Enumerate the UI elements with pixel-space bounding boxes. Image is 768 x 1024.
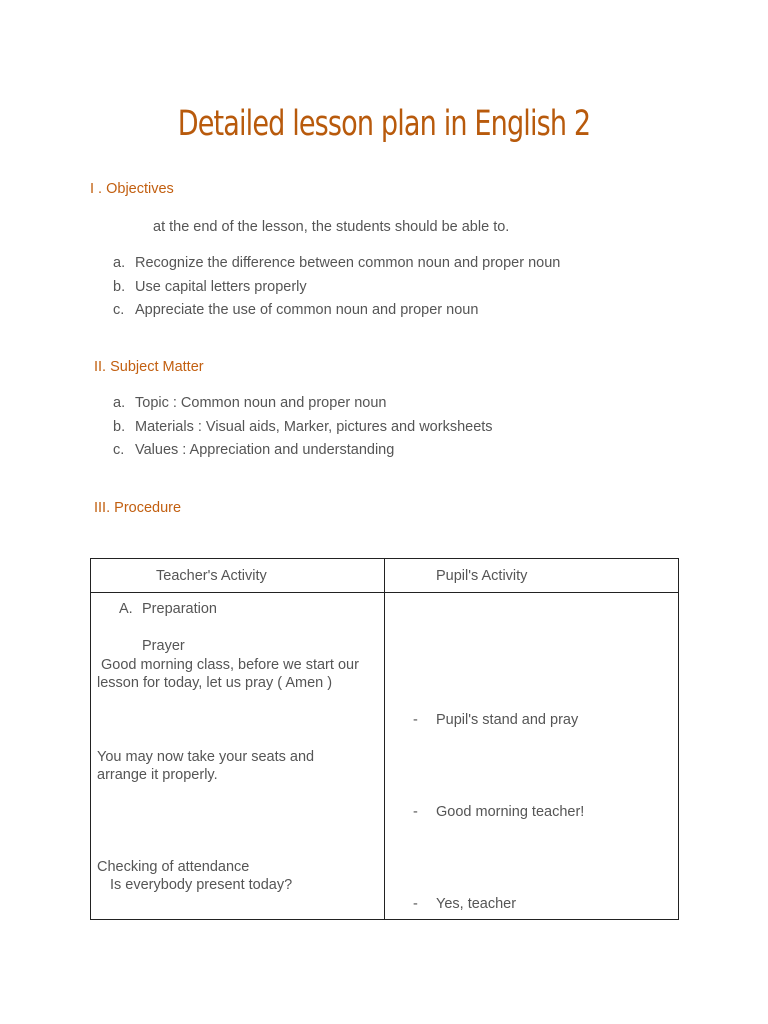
list-item: a. Recognize the difference between common noun and proper noun	[113, 255, 561, 271]
subject-matter-list	[113, 392, 493, 463]
dash-marker: -	[413, 712, 418, 728]
attendance-line-2: Is everybody present today?	[110, 877, 293, 893]
objectives-list	[113, 252, 560, 323]
dash-marker: -	[413, 804, 418, 820]
procedure-heading: III. Procedure	[94, 500, 182, 516]
objectives-intro: at the end of the lesson, the students should be able to.	[153, 219, 510, 235]
attendance-line-1: Checking of attendance	[97, 859, 250, 875]
preparation-label: Preparation	[142, 601, 217, 617]
header-cell-teacher: Teacher's Activity	[91, 559, 385, 593]
teacher-activity-cell	[91, 593, 385, 920]
table-row	[91, 593, 679, 920]
prayer-line-1: Good morning class, before we start our	[101, 657, 359, 673]
list-item: b. Materials : Visual aids, Marker, pictures and worksheets	[113, 418, 493, 435]
table-header-row	[91, 559, 679, 593]
seats-line-1: You may now take your seats and	[97, 749, 315, 765]
document-title: Detailed lesson plan in English 2	[177, 104, 591, 144]
list-item: c. Appreciate the use of common noun and proper noun	[113, 302, 479, 319]
prayer-line-2: lesson for today, let us pray ( Amen )	[97, 675, 333, 691]
list-item: b. Use capital letters properly	[113, 278, 307, 295]
prayer-label: Prayer	[142, 638, 185, 654]
header-cell-pupil: Pupil's Activity	[385, 559, 679, 593]
seats-line-2: arrange it properly.	[97, 767, 218, 783]
objectives-heading: I . Objectives	[90, 181, 174, 197]
preparation-marker: A.	[119, 601, 133, 617]
list-item: c. Values : Appreciation and understanding	[113, 442, 395, 459]
pupil-response-1: Pupil's stand and pray	[436, 712, 579, 728]
list-item: a. Topic : Common noun and proper noun	[113, 395, 387, 411]
dash-marker: -	[413, 896, 418, 912]
pupil-response-3: Yes, teacher	[436, 896, 517, 912]
pupil-response-2: Good morning teacher!	[436, 804, 585, 820]
subject-matter-heading: II. Subject Matter	[94, 359, 204, 375]
procedure-table	[90, 558, 679, 920]
pupil-activity-cell	[385, 593, 679, 920]
